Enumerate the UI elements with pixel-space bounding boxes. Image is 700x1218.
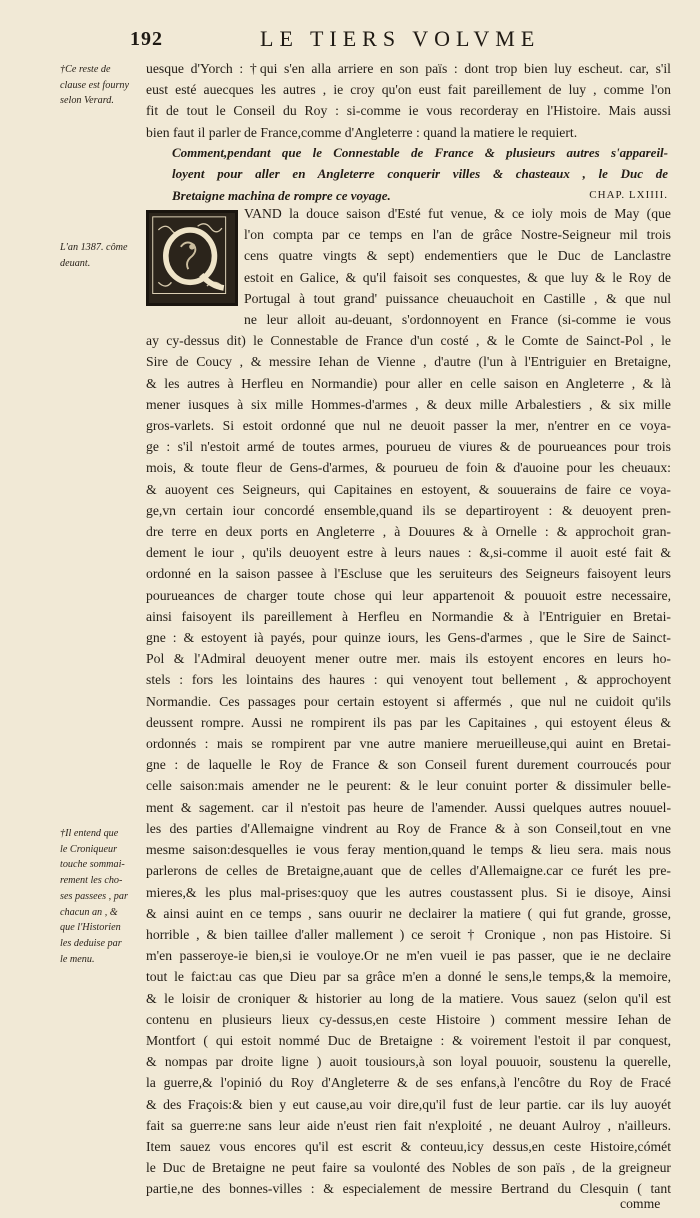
margin-note-line: les deduise par — [60, 937, 122, 949]
text-line: mois, & toute fleur de Gens-d'armes, & pourueu de foin & d'auoine pour les cheuaux: — [146, 460, 671, 476]
intro-paragraph — [146, 58, 671, 143]
text-line: Pol & l'Admiral deuoyent mener outre mer. mais ils estoyent encores en leurs ho- — [146, 651, 671, 667]
margin-note-line: chacun an , & — [60, 906, 118, 918]
text-line: gne : & estoyent ià payés, pour quinze iours, les Gens-d'armes , que le Sire de Sainct- — [146, 630, 671, 646]
margin-note-1 — [60, 62, 146, 109]
text-line: ge : s'il n'estoit armé de toutes armes, pourueu de viures & de pourueances pour trois — [146, 439, 671, 455]
text-line: mieres,& les plus mal-prises:quoy que les autres coustassent plus. Si ie disoye, Ainsi — [146, 884, 671, 900]
text-line: VAND la douce saison d'Esté fut venue, & ce ioly mois de May (que — [244, 206, 671, 221]
margin-note-line: touche sommai- — [60, 859, 125, 871]
text-line: fait sa guerre:ne sans leur aide n'eust rien fait n'exploité , ne deuant Aulroy , n'ailleurs. — [146, 1117, 671, 1133]
text-line: le Duc de Bretaigne ne peut faire sa voulonté des Nobles de son païs , de la greigneur — [146, 1160, 671, 1176]
text-line: la guerre,& l'opinió du Roy d'Angleterre & de ses enfans,à l'encôtre du Roy de Fracé — [146, 1075, 671, 1091]
text-line: ge,vn certain iour concordé ensemble,quand ils se departiroyent : & deuoyent pren- — [146, 502, 671, 518]
text-line: dre terre en deux ports en Angleterre , à Douures & à Ornelle : & approchoit gran- — [146, 524, 671, 540]
text-line: ay cy-dessus dit) le Connestable de France d'un costé , & le Comte de Sainct-Pol , le — [146, 333, 671, 349]
text-line: gros-varlets. Si estoit ordonné que nul ne deuoit passer la mer, n'entrer en ce voya- — [146, 418, 671, 434]
text-line: & nompas par droite ligne ) auoit tousiours,à son loyal pouuoir, soustenu la querelle, — [146, 1054, 671, 1070]
margin-note-line: ses passees , par — [60, 890, 128, 902]
text-line: stels : fors les lointains des haures : qui venoyent tout bellement , & approchoyent — [146, 672, 671, 688]
text-line: pourueances de charger toute chose qui leur appartenoit & pouuoit estre necessaire, — [146, 587, 671, 603]
text-line: les des parties d'Allemaigne vindrent au Roy de France & à son Conseil,tout en vne — [146, 820, 671, 836]
text-line: ainsi faisoyent ils pareillement à Herfleu en Normandie & à l'Entriguier en Bretai- — [146, 608, 671, 624]
margin-note-3 — [60, 826, 146, 967]
chapter-body — [146, 203, 671, 1200]
margin-note-line: L'an 1387. côme — [60, 242, 128, 253]
chapter-heading-line: loyent pour aller en Angleterre conquerir villes & chasteaux , le Duc de — [172, 166, 668, 182]
chapter-heading — [172, 142, 668, 206]
margin-note-line: †Il entend que — [60, 828, 119, 839]
text-line: Montfort ( qui estoit nommé Duc de Bretaigne : & voirement l'estoit il par conquest, — [146, 1032, 671, 1048]
text-line: ne leur alloit au-deuant, s'ordonnoyent en France (si-comme ie vous — [244, 312, 671, 328]
catchword: comme — [620, 1196, 661, 1211]
text-line: partie,ne des bonnes-villes : & especialement de messire Bertrand du Clesquin ( tant — [146, 1181, 671, 1197]
body-lines — [146, 330, 671, 1199]
text-line: & les autres à Herfleu en Normandie) pour aller en celle saison en Angleterre , & là — [146, 375, 671, 391]
text-line: celle saison:mais amender ne le peurent: & le leur conuint porter & dissimuler belle- — [146, 778, 671, 794]
margin-note-2 — [60, 240, 146, 271]
chapter-heading-text: Bretaigne machina de rompre ce voyage. — [172, 187, 391, 203]
text-line: mener iusques à six mille Hommes-d'armes , & deux mille Arbalestiers , & six mille — [146, 396, 671, 412]
margin-note-line: †Ce reste de — [60, 64, 111, 75]
margin-note-line: rement les cho- — [60, 875, 123, 887]
text-line: Item sauez vous encores qu'il est escrit & conteuu,icy dessus,en ceste Histoire,cómét — [146, 1138, 671, 1154]
text-line: & auoyent ces Seigneurs, qui Capitaines en estoyent, & souuerains de faire ce voya- — [146, 481, 671, 497]
text-line: l'on compta par ce temps en l'an de grâce Nostre-Seigneur mil trois — [244, 227, 671, 243]
page-number: 192 — [130, 28, 163, 50]
text-line: bien faut il parler de France,comme d'Angleterre : quand la matiere le requiert. — [146, 124, 578, 140]
margin-note-line: deuant. — [60, 257, 91, 269]
text-line: estoit en Galice, & qu'il faisoit ses conquestes, & que luy & le Roy de — [244, 269, 671, 285]
margin-note-line: le menu. — [60, 953, 95, 965]
text-line: parlerons de celles de Bretaigne,auant que de celles d'Allemaigne.car ce furét les pre- — [146, 863, 671, 879]
text-line: & le loisir de croniquer & historier au long de la matiere. Vous sauez (selon qu'il est — [146, 990, 671, 1006]
text-line: Normandie. Ces passages pour certain estoyent si affermés , que nul ne cuidoit qu'ils — [146, 693, 671, 709]
margin-note-line: le Croniqueur — [60, 843, 118, 855]
text-line: Portugal à tout grand' puissance cheuauchoit en Castille , & que nul — [244, 290, 671, 306]
text-line: & des Fraçois:& bien y eut cause,au voir dire,qu'il fust de leur partie. car ils luy auoyét — [146, 1096, 671, 1112]
text-line: & ainsi auint en ce temps , sans ouurir ne declairer la matiere ( qui fut grande, grosse, — [146, 905, 671, 921]
running-title: LE TIERS VOLVME — [260, 26, 541, 51]
text-line: mesme saison:desquelles ie vous feray mention,quand le temps & lieu sera. mais nous — [146, 842, 671, 858]
margin-note-line: clause est fourny — [60, 79, 130, 91]
text-line: ordonné en la saison passee à l'Escluse que les seruiteurs des Seigneurs faisoyent leurs — [146, 566, 671, 582]
text-line: eust esté auecques les autres , ie croy qu'on eust fait pareillement de luy , comme l'on — [146, 82, 671, 98]
text-line: horrible , & bien taillee d'aller mallement ) ce seroit † Cronique , non pas Histoire. Si — [146, 926, 671, 942]
chapter-number: CHAP. LXIIII. — [589, 188, 668, 201]
text-line: fit de tout le Conseil du Roy : si-comme ie vous recorderay en l'Histoire. Mais aussi — [146, 103, 671, 119]
text-line: gne : de laquelle le Roy de France & son Conseil furent durement courroucés pour — [146, 757, 671, 773]
text-line: dement le iour , qu'ils deuoyent estre à leurs naues : &,si-comme il auoit esté fait & — [146, 545, 671, 561]
margin-note-line: que l'Historien — [60, 922, 121, 934]
text-line: deussent rompre. Aussi ne rompirent ils pas par les Capitaines , qui estoyent éleus & — [146, 714, 671, 730]
text-line: Sire de Coucy , & messire Iehan de Vienne , d'autre (l'un à l'Entriguier en Bretaigne, — [146, 354, 671, 370]
text-line: cens quatre vingts & sept) endementiers que le Duc de Lanclastre — [244, 248, 671, 264]
text-line: tout le faict:au cas que Dieu par sa grâce m'en a donné le sens,le temps,& la memoire, — [146, 969, 671, 985]
text-line: m'en passeroye-ie bien,si ie vouloye.Or ne m'en vueil ie pas passer, que ie ne declaire — [146, 948, 671, 964]
text-line: ordonnés : mais se rompirent par vne autre maniere merueilleuse,qui auint en Bretai- — [146, 736, 671, 752]
text-line: uesque d'Yorch : †qui s'en alla arriere en son païs : dont trop bien luy escheut. car, s'il — [146, 61, 671, 76]
page-header — [130, 28, 670, 54]
margin-note-line: selon Verard. — [60, 95, 114, 107]
chapter-heading-line: Comment,pendant que le Connestable de France & plusieurs autres s'appareil- — [172, 145, 668, 160]
text-line: ment & sagement. car il n'estoit pas heure de l'amender. Aussi quelques autres nouuel- — [146, 799, 671, 815]
text-line: contenu en plusieurs lieux cy-dessus,en ceste Histoire ) comment messire Iehan de — [146, 1011, 671, 1027]
